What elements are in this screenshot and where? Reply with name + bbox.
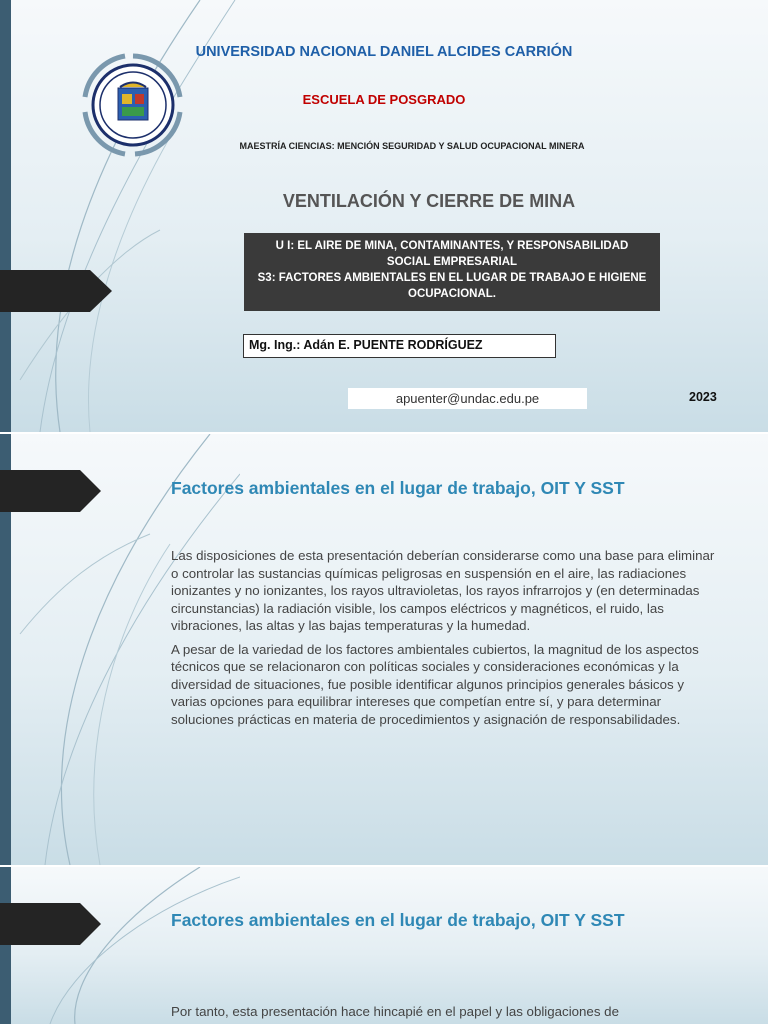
university-name: UNIVERSIDAD NACIONAL DANIEL ALCIDES CARRIÓN — [195, 44, 573, 60]
decorative-curves — [0, 867, 240, 1024]
unit-box — [244, 233, 660, 311]
school-name: ESCUELA DE POSGRADO — [302, 92, 466, 107]
arrow-tab-shape — [0, 470, 101, 512]
slide-title-text: Factores ambientales en el lugar de trabajo, OIT Y SST — [171, 910, 625, 930]
course-title: VENTILACIÓN Y CIERRE DE MINA — [282, 191, 576, 211]
unit-line: OCUPACIONAL. — [408, 288, 496, 300]
slide-title — [0, 0, 768, 432]
paragraph: Por tanto, esta presentación hace hincapié en el papel y las obligaciones de — [171, 1004, 619, 1019]
unit-line: S3: FACTORES AMBIENTALES EN EL LUGAR DE TRABAJO E HIGIENE — [257, 272, 647, 284]
email-box[interactable]: apuenter@undac.edu.pe — [348, 388, 587, 409]
paragraph: A pesar de la variedad de los factores ambientales cubiertos, la magnitud de los aspectos técnicos que se relacionaron con políticas sociales y consideraciones económicas y la diversidad de situaciones, fue posible identificar algunos principios generales básicos y varias opciones para equilibrar intereses que competían entre sí, y para determinar soluciones prácticas en materia de procedimientos y asignación de responsabilidades. — [171, 641, 699, 727]
slide-content-2 — [0, 867, 768, 1024]
author-box: Mg. Ing.: Adán E. PUENTE RODRÍGUEZ — [243, 334, 556, 358]
slide-body — [171, 1003, 731, 1024]
arrow-tab-shape — [0, 903, 101, 945]
unit-line: SOCIAL EMPRESARIAL — [386, 256, 518, 268]
program-name: MAESTRÍA CIENCIAS: MENCIÓN SEGURIDAD Y SALUD OCUPACIONAL MINERA — [239, 141, 585, 151]
arrow-tab-shape — [0, 270, 112, 312]
slide-body — [171, 547, 723, 734]
unit-line: U I: EL AIRE DE MINA, CONTAMINANTES, Y RESPONSABILIDAD — [275, 240, 629, 252]
slide-title-text: Factores ambientales en el lugar de trabajo, OIT Y SST — [171, 478, 625, 498]
year-label: 2023 — [689, 390, 717, 404]
slide-content-1 — [0, 434, 768, 865]
paragraph: Las disposiciones de esta presentación deberían considerarse como una base para eliminar o controlar las sustancias químicas peligrosas en suspensión en el aire, las radiaciones ionizantes y no ionizantes, los rayos ultravioletas, los rayos infrarrojos y (en determinadas circunstancias) la radiación visible, los campos eléctricos y magnéticos, el ruido, las vibraciones, las altas y las bajas temperaturas y la humedad. — [171, 548, 715, 633]
